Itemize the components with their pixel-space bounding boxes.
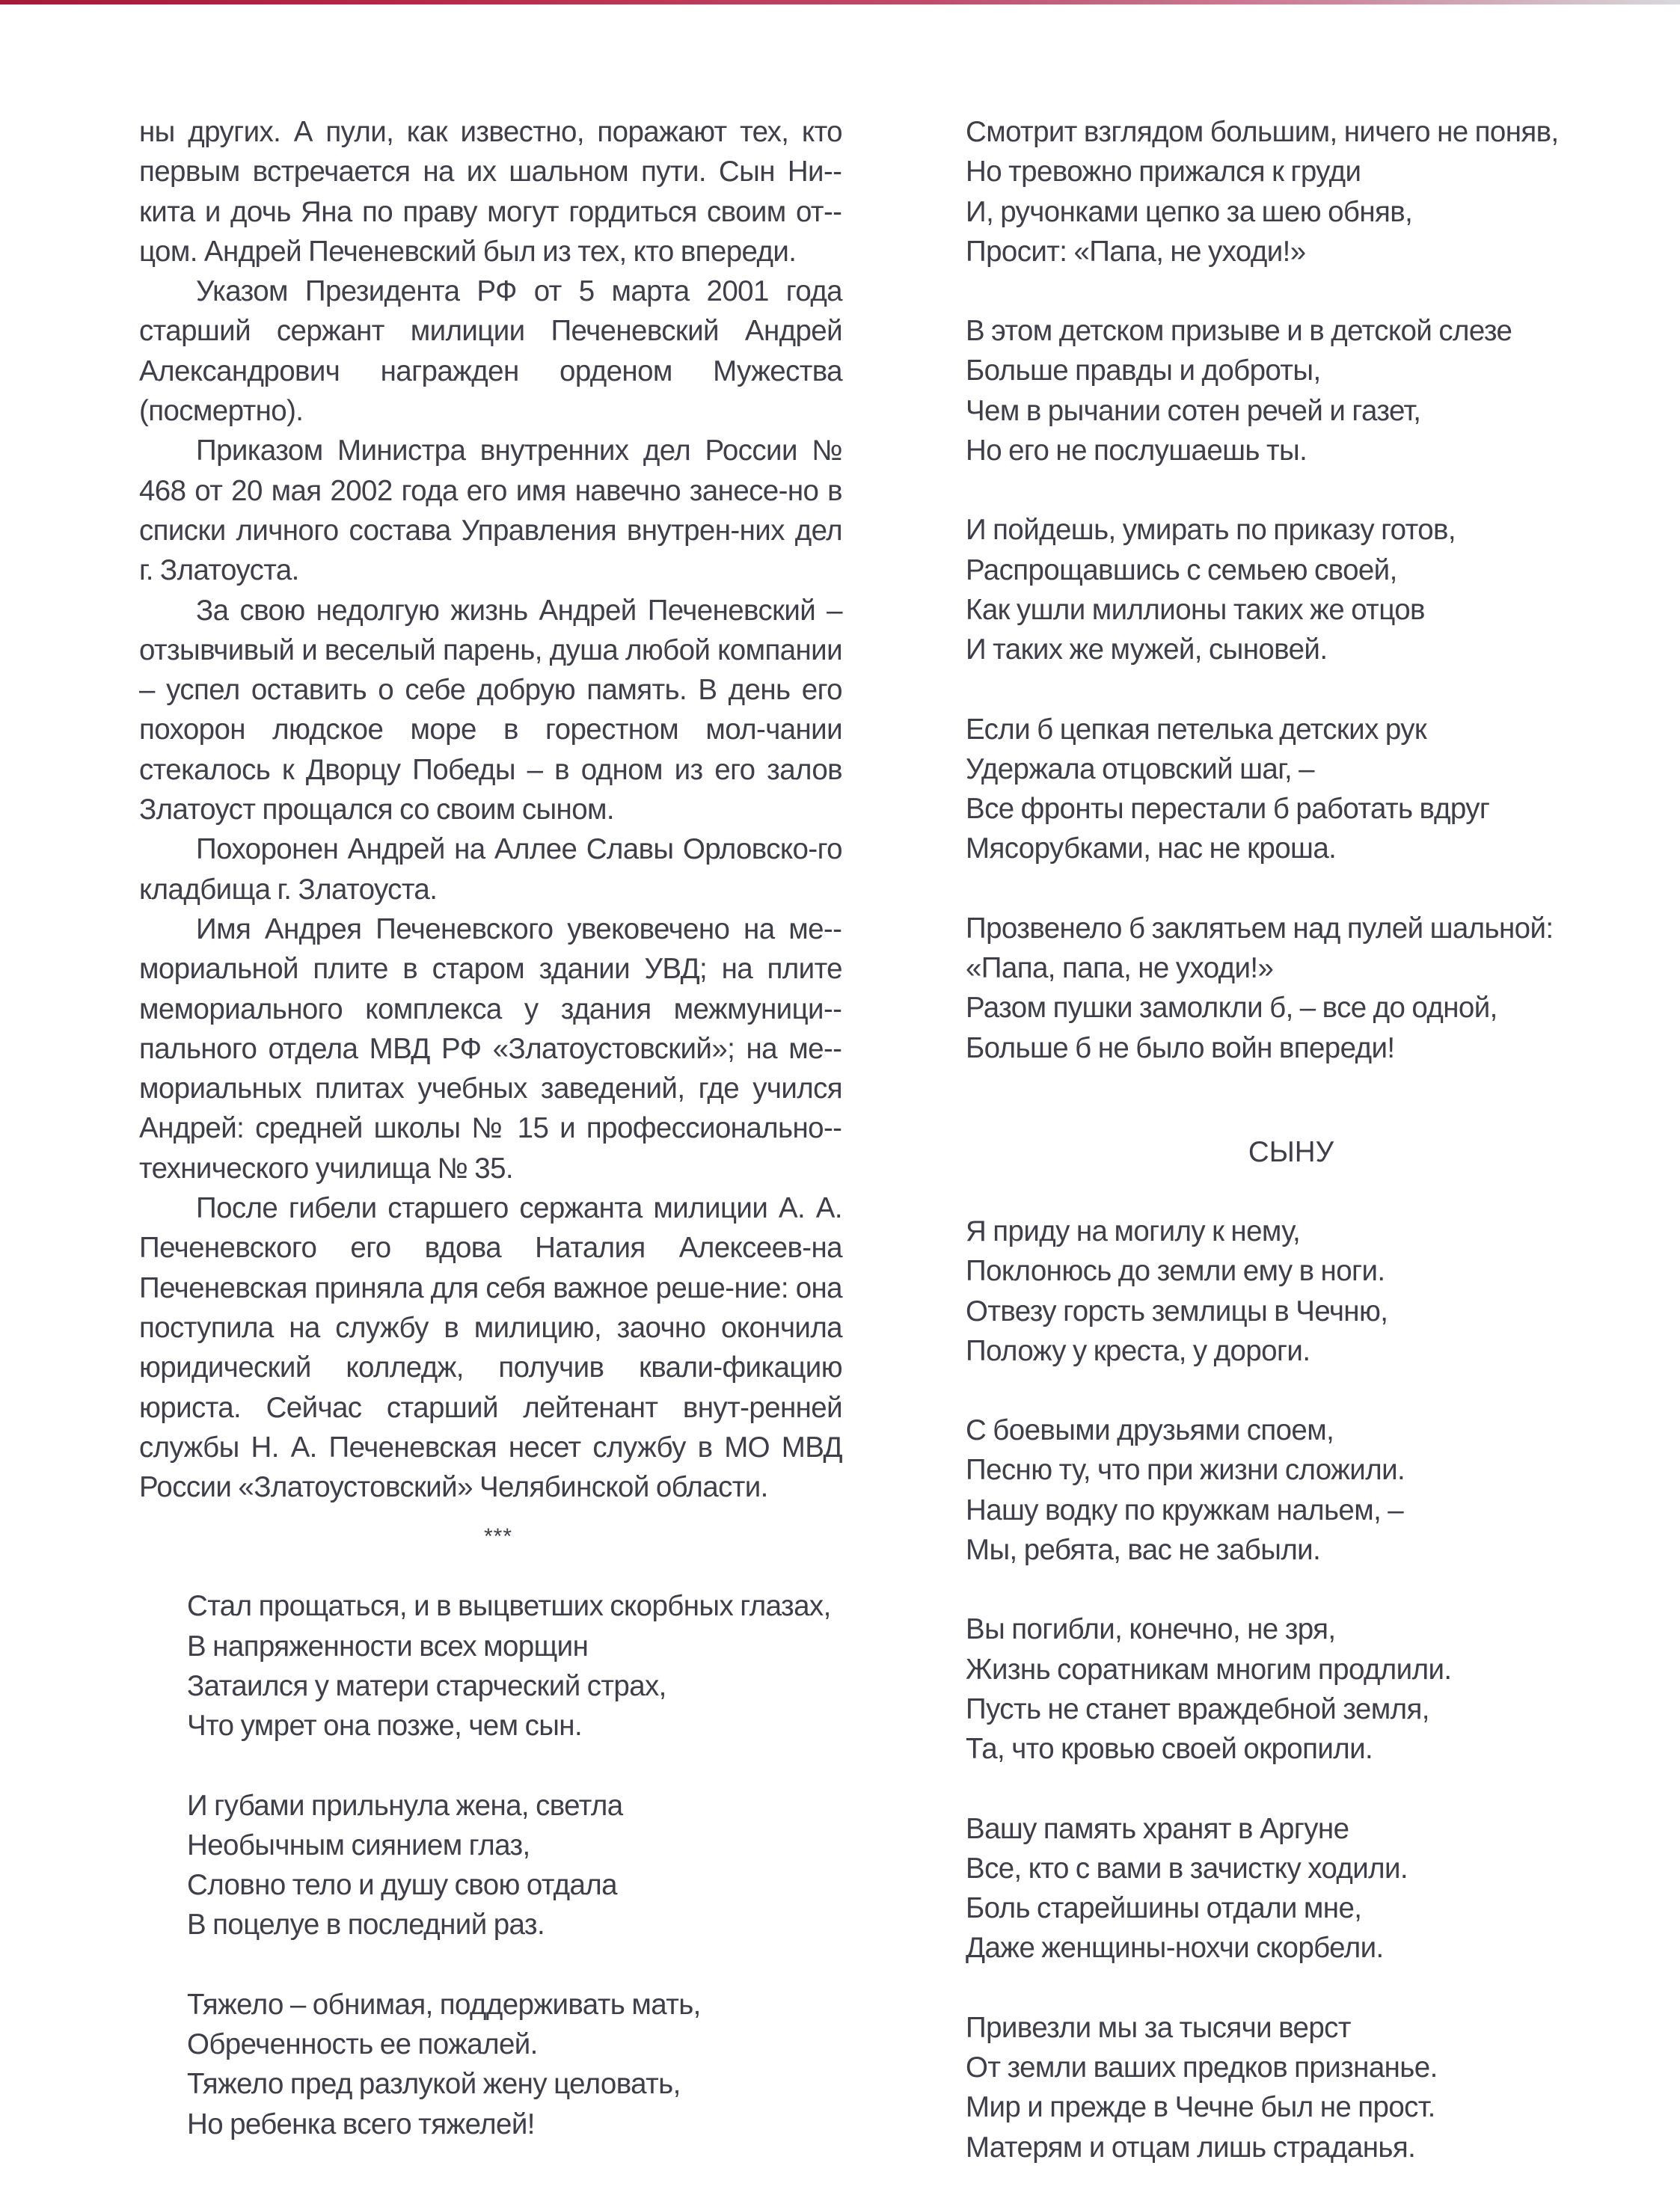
stanza: [966, 112, 1639, 271]
poem-line: С боевыми друзьями споем,: [966, 1414, 1334, 1447]
poem-line: И губами прильнула жена, светла: [187, 1789, 623, 1822]
poem-line: Все фронты перестали б работать вдруг: [966, 793, 1490, 826]
poem-line: Но тревожно прижался к груди: [966, 156, 1361, 188]
poem-line: В поцелуе в последний раз.: [187, 1909, 545, 1942]
poem-line: Тяжело пред разлукой жену целовать,: [187, 2068, 681, 2101]
poem-line: Чем в рычании сотен речей и газет,: [966, 394, 1421, 427]
stanza: [187, 1985, 842, 2144]
poem-line: Привезли мы за тысячи верст: [966, 2011, 1351, 2044]
poem-line: Тяжело – обнимая, поддерживать мать,: [187, 1988, 701, 2021]
poem-line: Просит: «Папа, не уходи!»: [966, 235, 1306, 268]
poem-line: Стал прощаться, и в выцветших скорбных глазах,: [187, 1590, 831, 1623]
section-separator: ***: [483, 1524, 513, 1550]
poem-line: Что умрет она позже, чем сын.: [187, 1710, 583, 1743]
stanza: [966, 311, 1639, 470]
poem-line: Отвезу горсть землицы в Чечню,: [966, 1295, 1388, 1327]
paragraph: Похоронен Андрей на Аллее Славы Орловско-го кладбища г. Златоуста.: [139, 833, 842, 906]
poem-line: Смотрит взглядом большим, ничего не поняв,: [966, 116, 1559, 148]
poem-line: Распрощавшись с семьею своей,: [966, 553, 1397, 586]
poem-line: «Папа, папа, не уходи!»: [966, 952, 1274, 985]
poem-line: И пойдешь, умирать по приказу готов,: [966, 514, 1456, 547]
poem-line: Матерям и отцам лишь страданья.: [966, 2131, 1416, 2164]
poem-line: Боль старейшины отдали мне,: [966, 1892, 1362, 1925]
poem-line: Необычным сиянием глаз,: [187, 1829, 530, 1861]
paragraph: ны других. А пули, как известно, поражают тех, кто первым встречается на их шальном пути. Сын Ни-кита и дочь Яна по праву могут гордиться своим от-цом. Андрей Печеневский был из тех, кто впереди.: [139, 116, 842, 268]
poem-syny: [966, 1212, 1639, 2167]
poem-line: Песню ту, что при жизни сложили.: [966, 1454, 1405, 1487]
stanza: [966, 1609, 1639, 1769]
poem-line: Та, что кровью своей окропили.: [966, 1733, 1373, 1766]
poem-line: В напряженности всех морщин: [187, 1630, 589, 1663]
poem-line: Но ребенка всего тяжелей!: [187, 2108, 535, 2140]
poem-line: Если б цепкая петелька детских рук: [966, 713, 1427, 746]
poem-line: От земли ваших предков признанье.: [966, 2051, 1438, 2084]
stanza: [966, 1212, 1639, 1371]
poem-line: Больше б не было войн впереди!: [966, 1031, 1395, 1064]
poem-line: Больше правды и доброты,: [966, 354, 1321, 387]
stanza: [187, 1786, 842, 1945]
left-column: [139, 112, 842, 2184]
poem-line: Жизнь соратникам многим продлили.: [966, 1653, 1452, 1686]
poem-line: Поклонюсь до земли ему в ноги.: [966, 1255, 1385, 1288]
poem-line: Как ушли миллионы таких же отцов: [966, 593, 1425, 626]
biography-text: [139, 112, 842, 1507]
top-decorative-band: [0, 0, 1680, 4]
poem-line: Разом пушки замолкли б, – все до одной,: [966, 992, 1497, 1025]
poem-line: Все, кто с вами в зачистку ходили.: [966, 1852, 1408, 1885]
poem-farewell-continued: [966, 112, 1639, 1068]
poem-line: В этом детском призыве и в детской слезе: [966, 315, 1512, 348]
poem-line: Мы, ребята, вас не забыли.: [966, 1534, 1321, 1567]
stanza: [966, 1411, 1639, 1570]
poem-line: Вашу память хранят в Аргуне: [966, 1812, 1349, 1845]
paragraph: После гибели старшего сержанта милиции А. А. Печеневского его вдова Наталия Алексеев-на Печеневская приняла для себя важное реше-ние: она поступила на службу в милицию, заочно окончила юридический колледж, получив квали-фикацию юриста. Сейчас старший лейтенант внут-ренней службы Н. А. Печеневская несет службу в МО МВД России «Златоустовский» Челябинской области.: [139, 1192, 842, 1504]
stanza: [966, 510, 1639, 669]
poem-farewell: [139, 1586, 842, 2144]
paragraph: Приказом Министра внутренних дел России № 468 от 20 мая 2002 года его имя навечно занесе-но в списки личного состава Управления внутрен-них дел г. Златоуста.: [139, 435, 842, 587]
right-column: [966, 112, 1639, 2207]
poem-line: Мясорубками, нас не кроша.: [966, 832, 1337, 865]
poem-line: Прозвенело б заклятьем над пулей шальной:: [966, 912, 1554, 945]
poem-line: Пусть не станет враждебной земля,: [966, 1692, 1429, 1725]
poem-line: Даже женщины-нохчи скорбели.: [966, 1932, 1384, 1965]
poem-line: Удержала отцовский шаг, –: [966, 752, 1314, 785]
poem-line: И, ручонками цепко за шею обняв,: [966, 195, 1413, 228]
poem-line: И таких же мужей, сыновей.: [966, 633, 1328, 666]
stanza: [966, 2008, 1639, 2167]
poem-line: Но его не послушаешь ты.: [966, 435, 1307, 467]
poem-line: Я приду на могилу к нему,: [966, 1215, 1301, 1247]
poem-title: СЫНУ: [1248, 1135, 1334, 1168]
poem-line: Обреченность ее пожалей.: [187, 2028, 538, 2061]
poem-line: Нашу водку по кружкам нальем, –: [966, 1494, 1404, 1526]
poem-line: Мир и прежде в Чечне был не прост.: [966, 2091, 1435, 2124]
paragraph: Указом Президента РФ от 5 марта 2001 года старший сержант милиции Печеневский Андрей Александрович награжден орденом Мужества (посмертно).: [139, 275, 842, 428]
stanza: [187, 1586, 842, 1746]
paragraph: За свою недолгую жизнь Андрей Печеневский – отзывчивый и веселый парень, душа любой компании – успел оставить о себе добрую память. В день его похорон людское море в горестном мол-чании стекалось к Дворцу Победы – в одном из его залов Златоуст прощался со своим сыном.: [139, 594, 842, 826]
poem-line: Затаился у матери старческий страх,: [187, 1669, 666, 1702]
poem-line: Словно тело и душу свою отдала: [187, 1869, 617, 1902]
stanza: [966, 1809, 1639, 1968]
stanza: [966, 710, 1639, 869]
stanza: [966, 909, 1639, 1068]
paragraph: Имя Андрея Печеневского увековечено на ме-мориальной плите в старом здании УВД; на плите мемориального комплекса у здания межмуници-пального отдела МВД РФ «Златоустовский»; на ме-мориальных плитах учебных заведений, где учился Андрей: средней школы № 15 и профессионально-технического училища № 35.: [139, 912, 842, 1185]
poem-line: Вы погибли, конечно, не зря,: [966, 1613, 1336, 1646]
poem-line: Положу у креста, у дороги.: [966, 1334, 1310, 1367]
